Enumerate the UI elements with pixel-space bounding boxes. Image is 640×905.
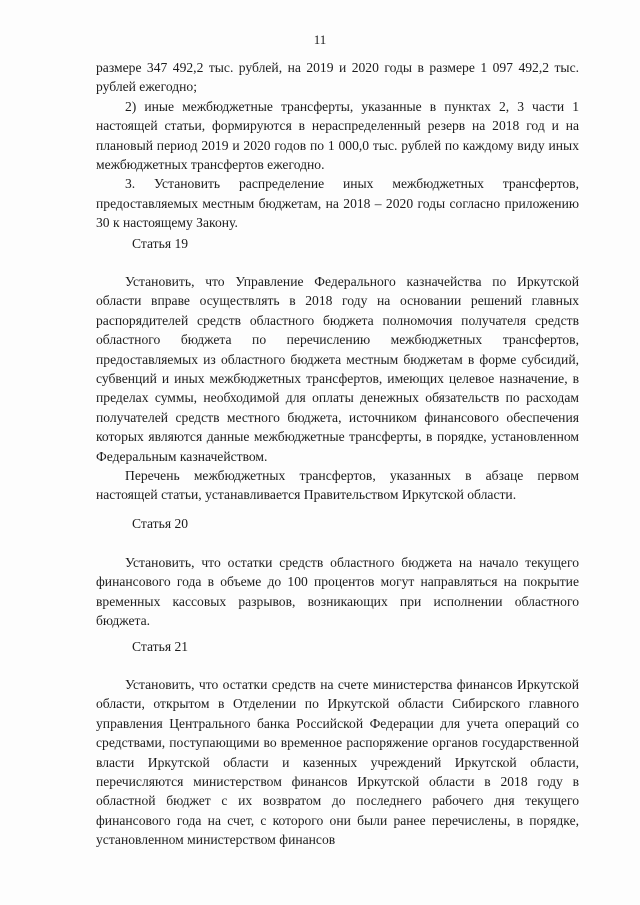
- continued-text-block: [96, 58, 579, 233]
- article-20-body: [96, 553, 579, 631]
- article-21-paragraph-1: Установить, что остатки средств на счете министерства финансов Иркутской области, открытом в Отделении по Иркутской области Сибирского главного управления Центрального банка Российской Федерации для учета операций со средствами, поступающими во временное распоряжение органов государственной власти Иркутской области и казенных учреждений Иркутской области, перечисляются министерством финансов Иркутской области в 2018 году в областной бюджет с их возвратом до последнего рабочего дня текущего финансового года на счет, с которого они были ранее перечислены, в порядке, установленном министерством финансов: [96, 677, 579, 848]
- article-19-heading: Статья 19: [132, 236, 189, 251]
- paragraph-item-2: 2) иные межбюджетные трансферты, указанные в пунктах 2, 3 части 1 настоящей статьи, формируются в нераспределенный резерв на 2018 год и на плановый период 2019 и 2020 годов по 1 000,0 тыс. рублей по каждому виду иных межбюджетных трансфертов ежегодно.: [96, 98, 579, 173]
- article-19-body: [96, 272, 579, 505]
- article-21-heading: Статья 21: [132, 639, 189, 654]
- article-20-heading: Статья 20: [132, 516, 189, 531]
- article-19-paragraph-1: Установить, что Управление Федерального казначейства по Иркутской области вправе осуществлять в 2018 году на основании решений главных распорядителей средств областного бюджета полномочия получателя средств областного бюджета по перечислению межбюджетных трансфертов, предоставляемых из областного бюджета местным бюджетам в форме субсидий, субвенций и иных межбюджетных трансфертов, имеющих целевое назначение, в пределах суммы, необходимой для оплаты денежных обязательств по расходам получателей средств местного бюджета, источником финансового обеспечения которых являются данные межбюджетные трансферты, в порядке, установленном Федеральным казначейством.: [96, 274, 579, 464]
- paragraph-item-3: 3. Установить распределение иных межбюджетных трансфертов, предоставляемых местным бюджетам, на 2018 – 2020 годы согласно приложению 30 к настоящему Закону.: [96, 176, 579, 231]
- article-21-body: [96, 675, 579, 850]
- article-20-paragraph-1: Установить, что остатки средств областного бюджета на начало текущего финансового года в объеме до 100 процентов могут направляться на покрытие временных кассовых разрывов, возникающих при исполнении областного бюджета.: [96, 555, 579, 629]
- article-19-paragraph-2: Перечень межбюджетных трансфертов, указанных в абзаце первом настоящей статьи, устанавливается Правительством Иркутской области.: [96, 468, 579, 503]
- paragraph-continuation: размере 347 492,2 тыс. рублей, на 2019 и 2020 годы в размере 1 097 492,2 тыс. рублей ежегодно;: [96, 60, 579, 95]
- page-number: 11: [313, 32, 327, 47]
